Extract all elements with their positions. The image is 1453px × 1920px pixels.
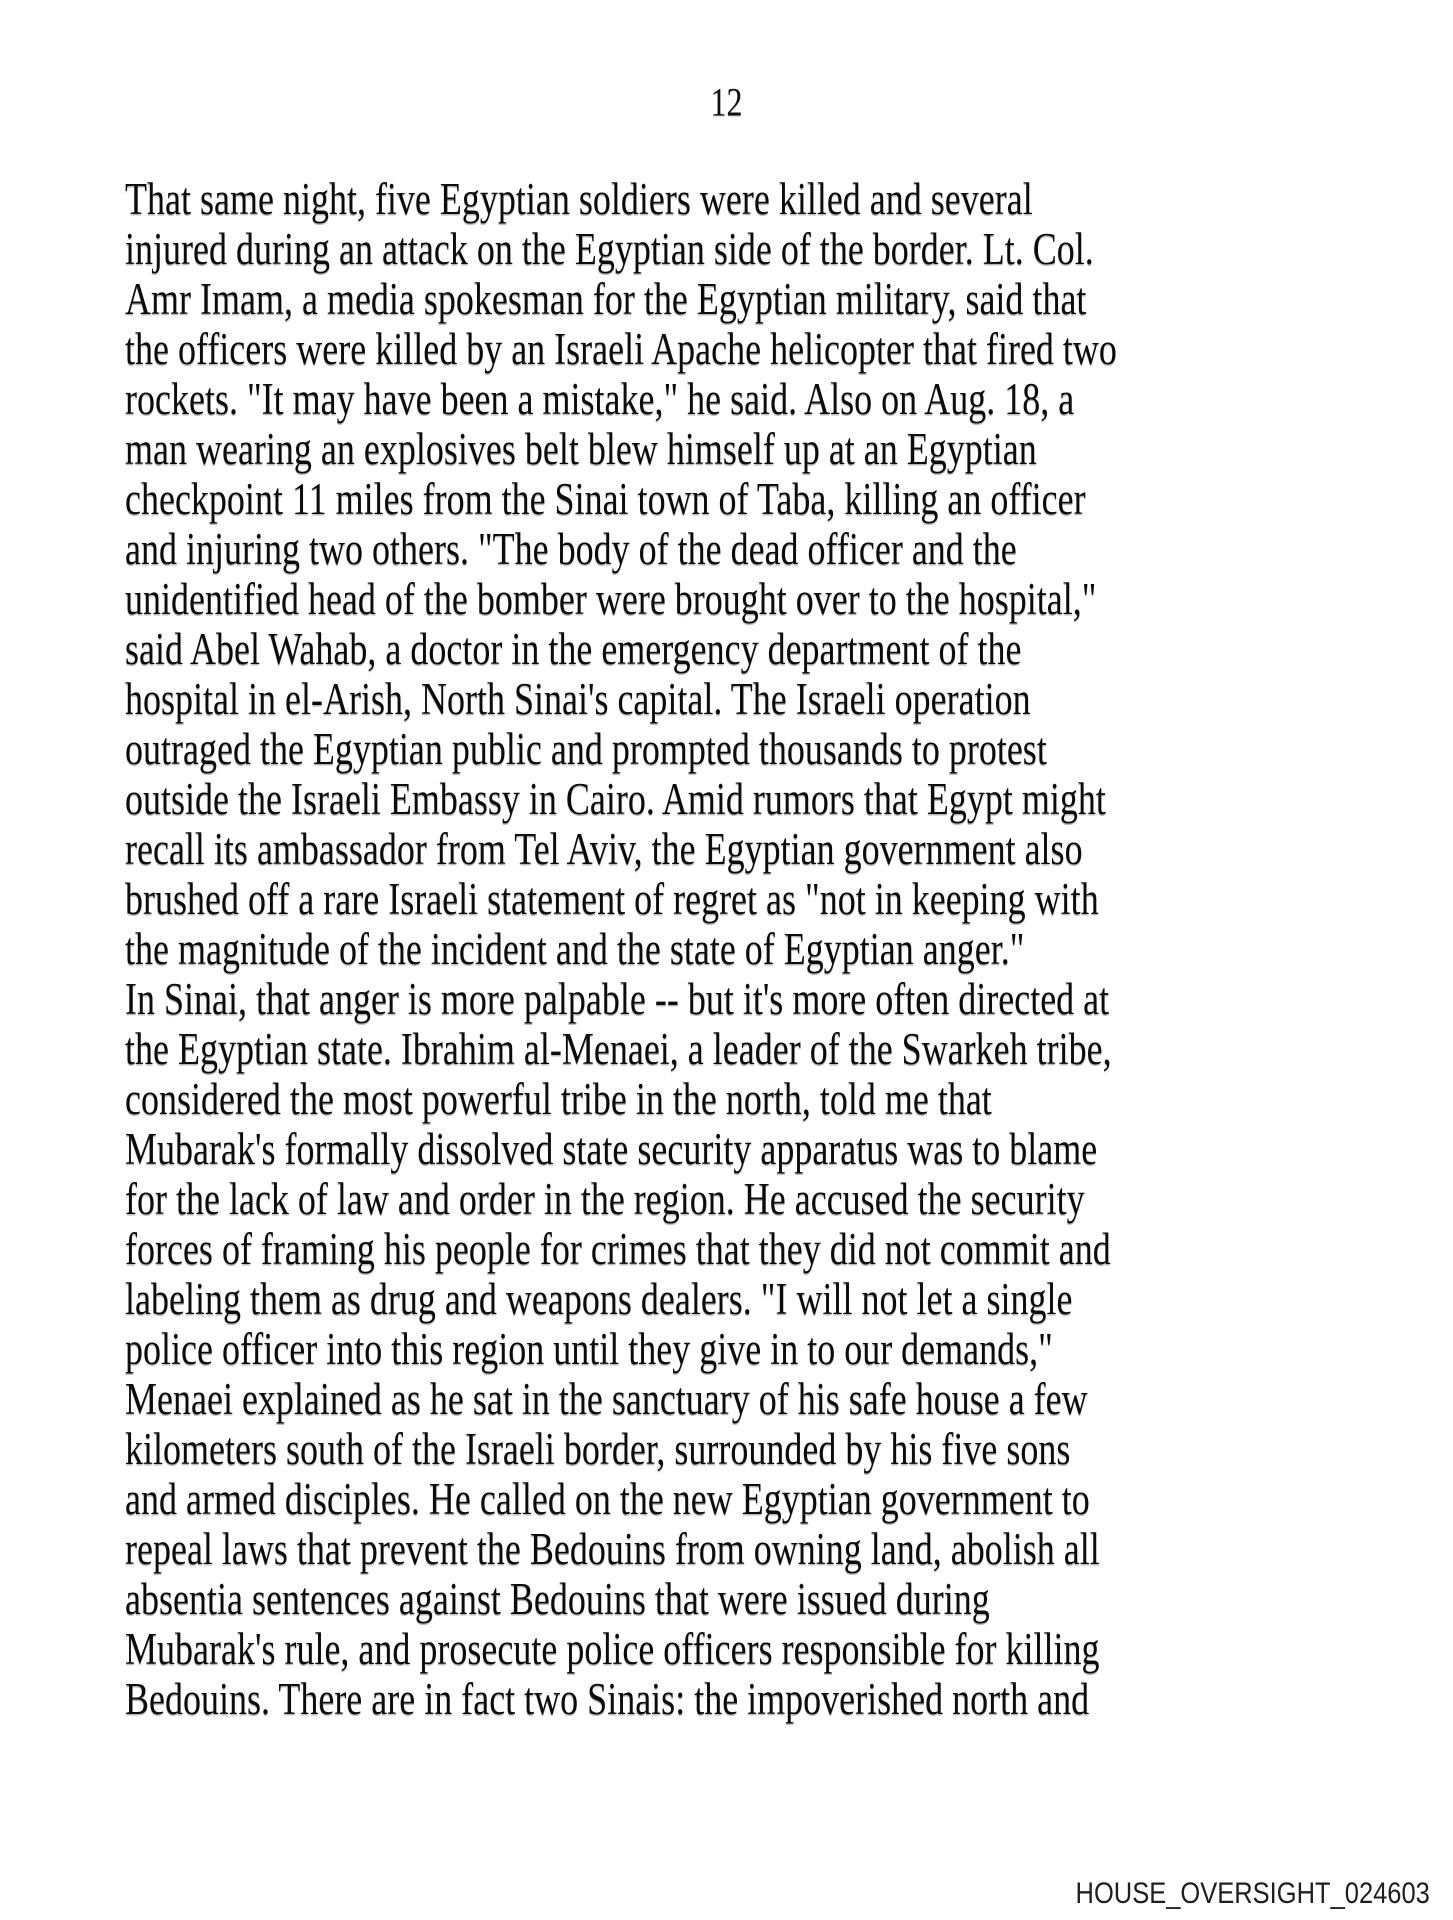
text-line: recall its ambassador from Tel Aviv, the Egyptian government also	[125, 824, 1083, 874]
text-line: kilometers south of the Israeli border, surrounded by his five sons	[125, 1424, 1071, 1474]
text-line: outside the Israeli Embassy in Cairo. Amid rumors that Egypt might	[125, 774, 1106, 824]
text-line: Bedouins. There are in fact two Sinais: the impoverished north and	[125, 1674, 1090, 1724]
text-line: considered the most powerful tribe in the north, told me that	[125, 1074, 992, 1124]
text-line: Menaei explained as he sat in the sanctuary of his safe house a few	[125, 1374, 1088, 1424]
text-line: Amr Imam, a media spokesman for the Egyptian military, said that	[125, 274, 1087, 324]
text-line: hospital in el-Arish, North Sinai's capital. The Israeli operation	[125, 674, 1031, 724]
text-line: Mubarak's formally dissolved state security apparatus was to blame	[125, 1124, 1098, 1174]
bates-stamp: HOUSE_OVERSIGHT_024603	[1075, 1877, 1430, 1910]
page-number: 12	[710, 79, 743, 124]
text-line: and injuring two others. "The body of the dead officer and the	[125, 524, 1017, 574]
text-line: injured during an attack on the Egyptian side of the border. Lt. Col.	[125, 224, 1094, 274]
text-line: forces of framing his people for crimes that they did not commit and	[125, 1224, 1111, 1274]
text-line: repeal laws that prevent the Bedouins from owning land, abolish all	[125, 1524, 1100, 1574]
text-line: In Sinai, that anger is more palpable -- but it's more often directed at	[125, 974, 1110, 1024]
body-text	[125, 174, 1385, 1724]
text-line: the officers were killed by an Israeli Apache helicopter that fired two	[125, 324, 1117, 374]
text-line: man wearing an explosives belt blew himself up at an Egyptian	[125, 424, 1037, 474]
text-line: brushed off a rare Israeli statement of regret as "not in keeping with	[125, 874, 1099, 924]
text-line: and armed disciples. He called on the new Egyptian government to	[125, 1474, 1090, 1524]
text-line: outraged the Egyptian public and prompted thousands to protest	[125, 724, 1047, 774]
text-line: absentia sentences against Bedouins that were issued during	[125, 1574, 990, 1624]
text-line: the Egyptian state. Ibrahim al-Menaei, a leader of the Swarkeh tribe,	[125, 1024, 1112, 1074]
text-line: That same night, five Egyptian soldiers were killed and several	[125, 174, 1033, 224]
text-line: rockets. "It may have been a mistake," he said. Also on Aug. 18, a	[125, 374, 1075, 424]
text-line: for the lack of law and order in the region. He accused the security	[125, 1174, 1085, 1224]
text-line: the magnitude of the incident and the state of Egyptian anger."	[125, 924, 1025, 974]
text-line: said Abel Wahab, a doctor in the emergency department of the	[125, 624, 1022, 674]
text-line: police officer into this region until they give in to our demands,"	[125, 1324, 1053, 1374]
text-line: Mubarak's rule, and prosecute police officers responsible for killing	[125, 1624, 1100, 1674]
text-line: unidentified head of the bomber were brought over to the hospital,"	[125, 574, 1097, 624]
text-line: checkpoint 11 miles from the Sinai town of Taba, killing an officer	[125, 474, 1086, 524]
text-line: labeling them as drug and weapons dealers. "I will not let a single	[125, 1274, 1073, 1324]
